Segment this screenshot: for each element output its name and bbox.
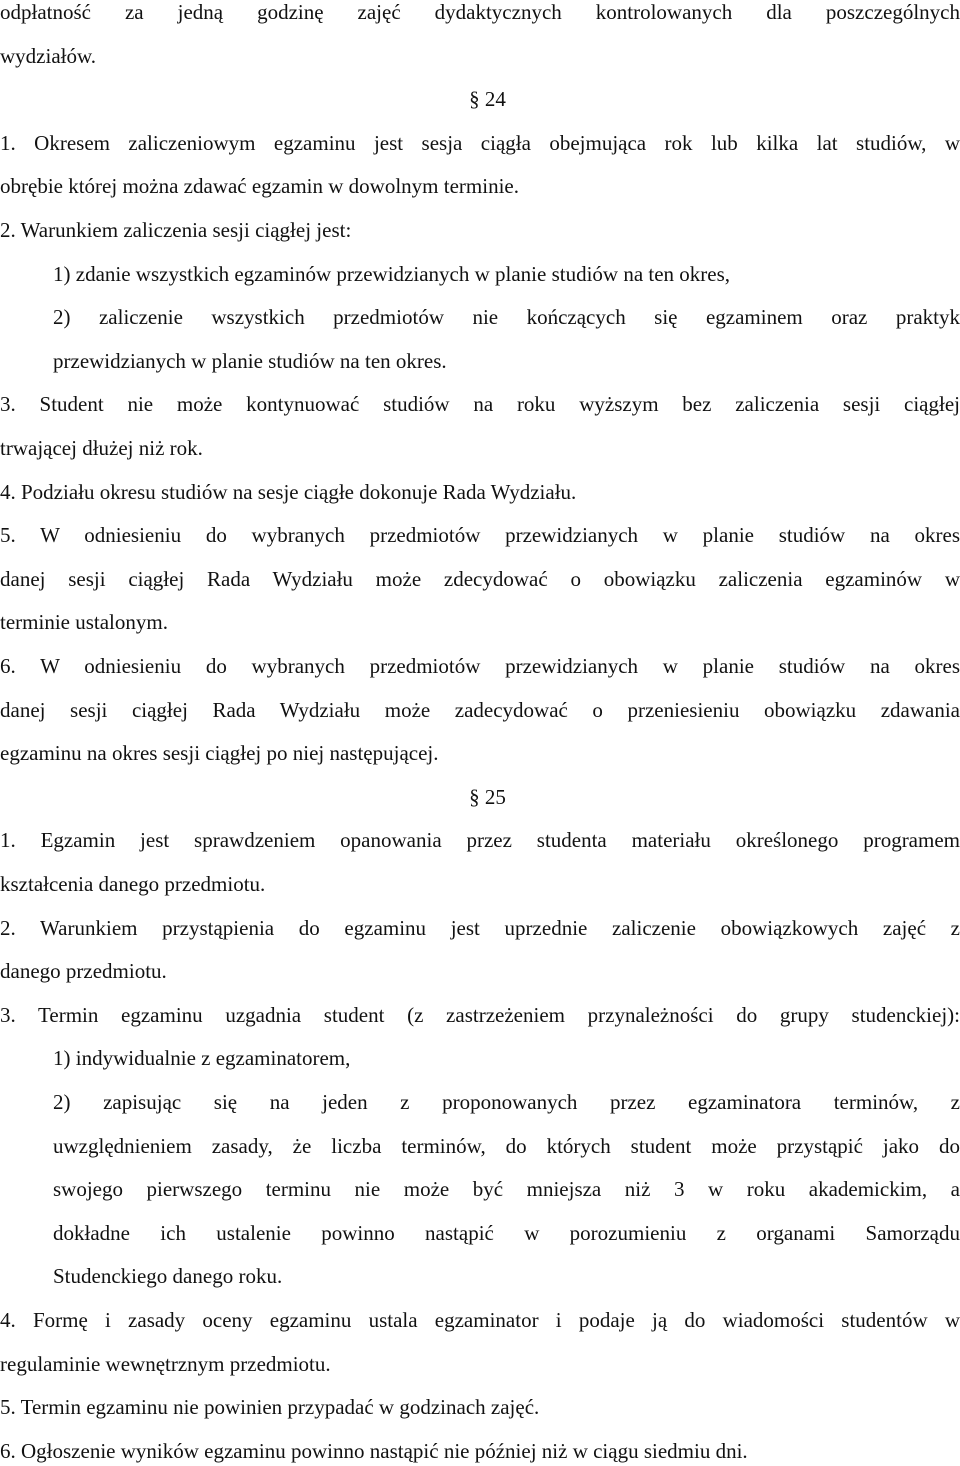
text-line: przewidzianych w planie studiów na ten okres. <box>53 348 447 373</box>
text-line: 5. W odniesieniu do wybranych przedmiotów przewidzianych w planie studiów na okres <box>0 523 960 548</box>
text-line: 1. Egzamin jest sprawdzeniem opanowania przez studenta materiału określonego programem <box>0 828 960 853</box>
text-line: 2) zaliczenie wszystkich przedmiotów nie kończących się egzaminem oraz praktyk <box>53 305 960 330</box>
text-line: 1) indywidualnie z egzaminatorem, <box>53 1046 351 1071</box>
text-line: swojego pierwszego terminu nie może być mniejsza niż 3 w roku akademickim, a <box>53 1177 960 1202</box>
text-line: wydziałów. <box>0 43 97 68</box>
text-line: 5. Termin egzaminu nie powinien przypadać w godzinach zajęć. <box>0 1395 540 1420</box>
text-line: 6. W odniesieniu do wybranych przedmiotów przewidzianych w planie studiów na okres <box>0 654 960 678</box>
text-line: 6. Ogłoszenie wyników egzaminu powinno nastąpić nie później niż w ciągu siedmiu dni. <box>0 1438 748 1463</box>
text-line: regulaminie wewnętrznym przedmiotu. <box>0 1351 331 1376</box>
text-line: kształcenia danego przedmiotu. <box>0 872 266 896</box>
text-line: Studenckiego danego roku. <box>53 1264 283 1289</box>
text-line: trwającej dłużej niż rok. <box>0 436 203 460</box>
text-line: 1. Okresem zaliczeniowym egzaminu jest sesja ciągła obejmująca rok lub kilka lat studiów, w <box>0 130 960 155</box>
text-line: danej sesji ciągłej Rada Wydziału może zadecydować o przeniesieniu obowiązku zdawania <box>0 697 960 722</box>
section-heading-24: § 24 <box>469 87 506 112</box>
text-line: dokładne ich ustalenie powinno nastąpić w porozumieniu z organami Samorządu <box>53 1220 960 1245</box>
text-line: terminie ustalonym. <box>0 610 168 635</box>
text-line: odpłatność za jedną godzinę zajęć dydaktycznych kontrolowanych dla poszczególnych <box>0 0 960 24</box>
text-line: 2) zapisując się na jeden z proponowanych przez egzaminatora terminów, z <box>53 1090 960 1114</box>
text-line: uwzględnieniem zasady, że liczba terminów, do których student może przystąpić jako do <box>53 1133 960 1158</box>
text-line: danej sesji ciągłej Rada Wydziału może zdecydować o obowiązku zaliczenia egzaminów w <box>0 566 960 591</box>
text-line: 1) zdanie wszystkich egzaminów przewidzianych w planie studiów na ten okres, <box>53 261 731 286</box>
section-heading-25: § 25 <box>469 784 506 809</box>
text-line: 2. Warunkiem przystąpienia do egzaminu jest uprzednie zaliczenie obowiązkowych zajęć z <box>0 915 960 940</box>
text-line: 4. Formę i zasady oceny egzaminu ustala egzaminator i podaje ją do wiadomości studentów w <box>0 1308 960 1332</box>
text-line: obrębie której można zdawać egzamin w dowolnym terminie. <box>0 174 519 199</box>
text-line: egzaminu na okres sesji ciągłej po niej następującej. <box>0 741 439 766</box>
text-line: 3. Termin egzaminu uzgadnia student (z zastrzeżeniem przynależności do grupy studenckiej): <box>0 1002 960 1027</box>
text-line: 3. Student nie może kontynuować studiów na roku wyższym bez zaliczenia sesji ciągłej <box>0 392 960 417</box>
text-line: 4. Podziału okresu studiów na sesje ciągłe dokonuje Rada Wydziału. <box>0 479 577 504</box>
text-line: danego przedmiotu. <box>0 959 167 984</box>
text-line: 2. Warunkiem zaliczenia sesji ciągłej jest: <box>0 218 352 242</box>
